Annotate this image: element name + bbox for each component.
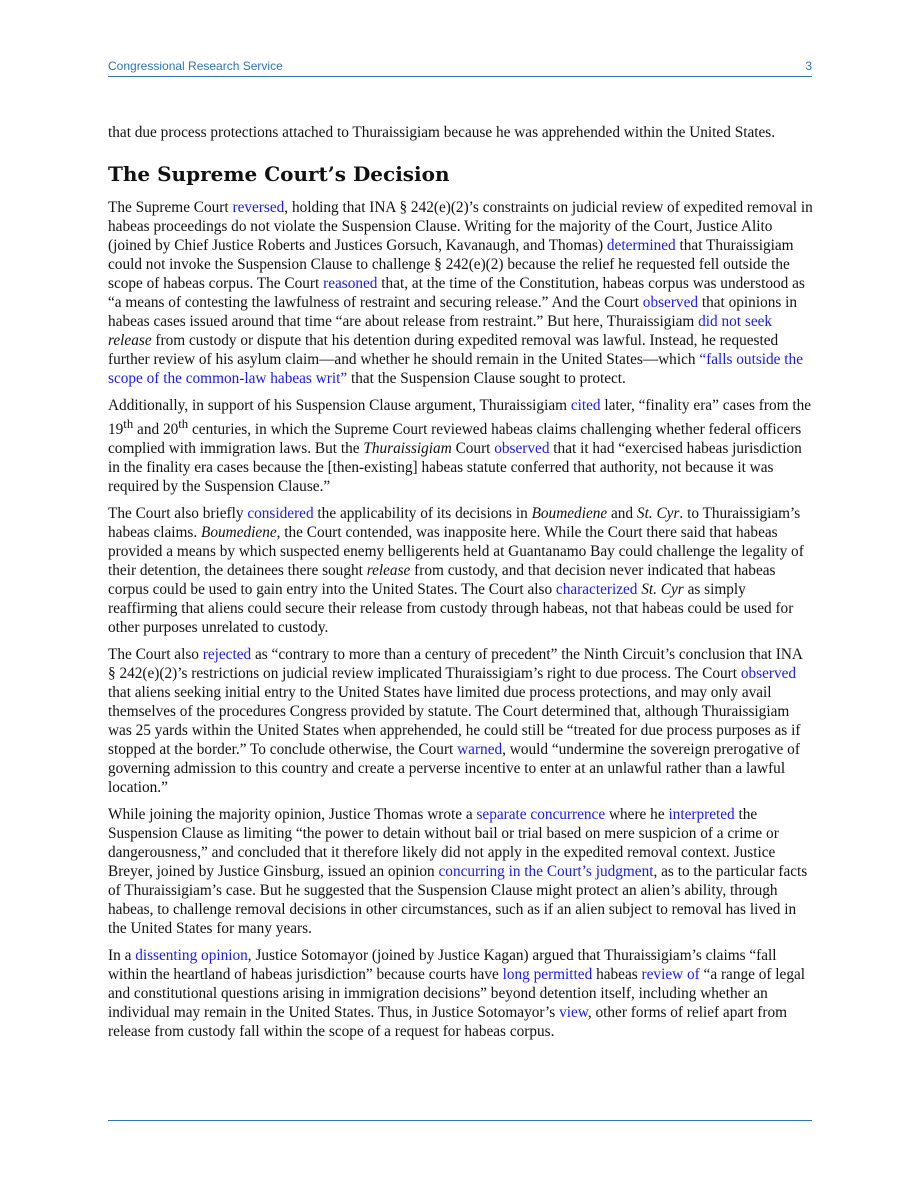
text-run: The Court also briefly xyxy=(108,505,248,523)
italic-text: Thuraissigiam xyxy=(363,440,452,458)
link-observed[interactable]: observed xyxy=(740,665,797,683)
text-run: that, at the time of the Constitution, habeas corpus was understood as “a means of contesting the lawfulness of restraint and securing release.” And the Court xyxy=(108,275,805,311)
text-run: from custody or dispute that his detention during expedited removal was lawful. Instead, he requested further review of his asylum claim—and whether he should remain in the United States—which xyxy=(108,332,779,368)
text-run: as “contrary to more than a century of precedent” the Ninth Circuit’s conclusion that INA § 242(e)(2)’s restrictions on judicial review implicated Thuraissigiam’s right to due process. The Court xyxy=(108,646,803,683)
text-run: the applicability of its decisions in xyxy=(313,505,532,523)
text-run: habeas xyxy=(592,966,642,984)
paragraph-due-process xyxy=(108,645,813,797)
link-considered[interactable]: considered xyxy=(247,505,314,523)
text-run: , holding that INA § 242(e)(2)’s constraints on judicial review of expedited removal in habeas proceedings do not violate the Suspension Clause. Writing for the majority of the Court, Justice Alito (joined by Chief Justice Roberts and Justices Gorsuch, Kavanaugh, and Thomas) xyxy=(108,199,813,254)
text-run: that it had “exercised habeas jurisdiction in the finality era cases because the [then-existing] habeas statute conferred that authority, not because it was required by the Suspension Clause.” xyxy=(108,440,802,496)
link-dissenting-opinion[interactable]: dissenting opinion xyxy=(135,947,248,965)
text-run: that due process protections attached to Thuraissigiam because he was apprehended within the United States. xyxy=(108,124,776,141)
text-run: , Justice Sotomayor (joined by Justice Kagan) argued that Thuraissigiam’s claims “fall within the heartland of habeas jurisdiction” because courts have xyxy=(108,947,777,984)
link-determined[interactable]: determined xyxy=(606,237,676,254)
link-reasoned[interactable]: reasoned xyxy=(323,275,378,292)
link-concurring-in-judgment[interactable]: concurring in the Court’s judgment xyxy=(438,863,654,881)
text-run: , the Court contended, was inapposite here. While the Court there said that habeas provided a means by which suspected enemy belligerents held at Guantanamo Bay could challenge the legality of their detention, the detainees there sought xyxy=(108,524,804,580)
paragraph-dissent xyxy=(108,946,813,1041)
text-run: The Supreme Court xyxy=(108,199,233,216)
text-run: that the Suspension Clause sought to protect. xyxy=(347,370,626,387)
footer-divider xyxy=(108,1120,812,1121)
text-run: While joining the majority opinion, Justice Thomas wrote a xyxy=(108,806,477,824)
text-run: later, “finality era” cases from the 19 xyxy=(108,397,812,439)
text-run: and xyxy=(607,505,637,523)
superscript: th xyxy=(178,417,189,431)
italic-text: release xyxy=(108,332,152,349)
text-run: where he xyxy=(605,806,669,824)
text-run: centuries, in which the Supreme Court reviewed habeas claims challenging whether federal officers complied with immigration laws. But the xyxy=(108,421,802,458)
link-reversed[interactable]: reversed xyxy=(232,199,285,216)
text-run: that Thuraissigiam could not invoke the Suspension Clause to challenge § 242(e)(2) because the relief he requested fell outside the scope of habeas corpus. The Court xyxy=(108,237,794,292)
paragraph-continuation xyxy=(108,123,813,142)
italic-text: St. Cyr xyxy=(641,581,684,599)
link-cited[interactable]: cited xyxy=(570,397,601,414)
italic-text: release xyxy=(366,562,411,580)
page-header xyxy=(108,58,812,77)
paragraph-holding xyxy=(108,198,813,388)
text-run: the Suspension Clause as limiting “the power to detain without bail or trial based on mere suspicion of a crime or dangerousness,” and concluded that it therefore likely did not apply in the expedited removal context. Justice Breyer, joined by Justice Ginsburg, issued an opinion xyxy=(108,806,779,881)
text-run: , other forms of relief apart from release from custody fall within the scope of a request for habeas corpus. xyxy=(108,1004,788,1041)
document-body xyxy=(108,123,813,1049)
text-run: , as to the particular facts of Thuraissigiam’s case. But he suggested that the Suspension Clause might protect an alien’s ability, through habeas, to challenge removal decisions in other circumstances, such as if an alien subject to removal has lived in the United States for many years. xyxy=(108,863,808,938)
text-run: “a range of legal and constitutional questions arising in immigration decisions” beyond detention itself, including whether an individual may remain in the United States. Thus, in Justice Sotomayor’s xyxy=(108,966,806,1022)
link-characterized[interactable]: characterized xyxy=(555,581,638,599)
section-heading: The Supreme Court’s Decision xyxy=(108,162,450,186)
text-run: In a xyxy=(108,947,136,965)
link-review-of[interactable]: review of xyxy=(641,966,700,984)
text-run: as simply reaffirming that aliens could secure their release from custody through habeas, not that habeas could be used for other purposes unrelated to custody. xyxy=(108,581,794,637)
text-run: that aliens seeking initial entry to the United States have limited due process protections, and may only avail themselves of the procedures Congress provided by statute. The Court determined that, although Thuraissigiam was 25 yards within the United States when apprehended, he could still be “treated for due process purposes as if stopped at the border.” To conclude otherwise, the Court xyxy=(108,684,801,759)
paragraph-finality-era xyxy=(108,396,813,496)
text-run: Additionally, in support of his Suspension Clause argument, Thuraissigiam xyxy=(108,397,571,414)
link-warned[interactable]: warned xyxy=(457,741,503,759)
text-run: Court xyxy=(451,440,495,458)
italic-text: St. Cyr xyxy=(636,505,680,523)
paragraph-boumediene xyxy=(108,504,813,637)
text-run: , would “undermine the sovereign prerogative of governing admission to this country and create a perverse incentive to enter at an unlawful rather than a lawful location.” xyxy=(108,741,800,797)
header-org-name: Congressional Research Service xyxy=(108,59,283,73)
italic-text: Boumediene xyxy=(201,524,277,542)
link-rejected[interactable]: rejected xyxy=(202,646,252,664)
link-long-permitted[interactable]: long permitted xyxy=(502,966,593,984)
link-did-not-seek[interactable]: did not seek xyxy=(698,313,773,330)
page-number: 3 xyxy=(805,59,812,73)
link-falls-outside-scope[interactable]: “falls outside the scope of the common-law habeas writ” xyxy=(108,351,803,387)
italic-text: Boumediene xyxy=(531,505,608,523)
link-interpreted[interactable]: interpreted xyxy=(668,806,735,824)
text-run: that opinions in habeas cases issued around that time “are about release from restraint.” But here, Thuraissigiam xyxy=(108,294,798,330)
text-run: from custody, and that decision never indicated that habeas corpus could be used to gain entry into the United States. The Court also xyxy=(108,562,776,599)
link-view[interactable]: view xyxy=(559,1004,588,1022)
link-observed[interactable]: observed xyxy=(494,440,550,458)
text-run: The Court also xyxy=(108,646,203,664)
text-run: . to Thuraissigiam’s habeas claims. xyxy=(108,505,801,542)
paragraph-concurrences xyxy=(108,805,813,938)
link-separate-concurrence[interactable]: separate concurrence xyxy=(476,806,606,824)
superscript: th xyxy=(123,417,134,431)
link-observed[interactable]: observed xyxy=(642,294,699,311)
text-run: and 20 xyxy=(133,421,179,439)
